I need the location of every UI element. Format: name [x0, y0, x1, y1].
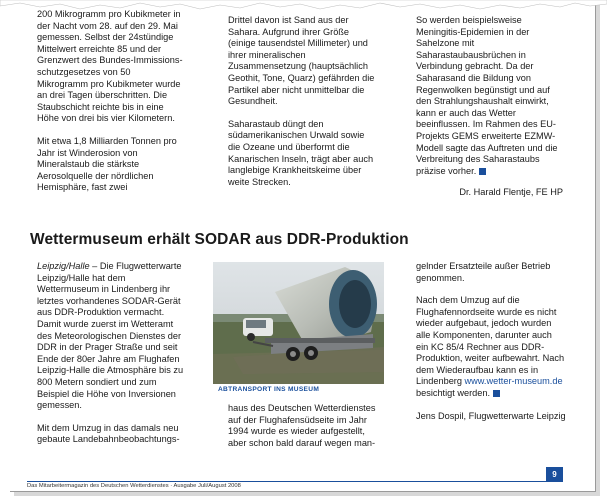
- article-column-3: [416, 261, 566, 433]
- article-column-1: [37, 261, 185, 457]
- paragraph: So werden beispielsweise Meningitis-Epidemien in der Sahelzone mit Saharastaubausbrüchen in Verbindung gebracht. Da der Saharasand die Bildung von Regenwolken begünstigt und auf den Strahlungshaushalt einwirkt, kann er auch das Wetter beeinflussen. Im Rahmen des EU-Projekts GEMS erweiterte EZMW-Modell sagte das Auftreten und die Verbreitung des Saharastaubs präzise vorher.: [416, 15, 558, 176]
- article-headline: Wettermuseum erhält SODAR aus DDR-Produktion: [30, 231, 409, 248]
- paragraph: Saharastaub düngt den südamerikanischen Urwald sowie die Ozeane und überformt die Kanarischen Inseln, trägt aber auch langlebige Krankheitskeime über weite Strecken.: [228, 118, 374, 187]
- end-square-icon: [479, 168, 486, 175]
- museum-website-link[interactable]: www.wetter-museum.de: [464, 376, 563, 387]
- paragraph: gelnder Ersatzteile außer Betrieb genommen.: [416, 261, 551, 283]
- paragraph: Mit dem Umzug in das damals neu gebaute Landebahnbeobachtungs-: [37, 422, 180, 445]
- footer-rule: [27, 481, 560, 482]
- photo-caption: ABTRANSPORT INS MUSEUM: [218, 386, 320, 393]
- author-line: Dr. Harald Flentje, FE HP: [459, 187, 563, 198]
- paragraph-end: besichtigt werden.: [416, 387, 491, 398]
- end-square-icon: [493, 390, 500, 397]
- paragraph: – Die Flugwetterwarte Leipzig/Halle hat dem Wettermuseum in Lindenberg ihr letztes vorhandenes SODAR-Gerät aus DDR-Produktion vermacht. Damit wurde zuerst im Wetteramt des Meteorologischen Dienstes der DDR in der Prager Straße und seit Ende der 80er Jahre am Flughafen Leipzig-Halle die Atmosphäre bis zu 800 Metern sondiert und zum Beispiel die Höhe von Inversionen gemessen.: [37, 261, 184, 411]
- footer-text: Das Mitarbeitermagazin des Deutschen Wetterdienstes · Ausgabe Juli/August 2008: [27, 483, 241, 489]
- paragraph: haus des Deutschen Wetterdienstes auf der Flughafensüdseite im Jahr 1994 wurde es wieder aufgestellt, aber schon bald darauf wegen man-: [228, 403, 376, 448]
- top-column-3: [416, 15, 563, 210]
- paragraph: 200 Mikrogramm pro Kubikmeter in der Nacht vom 28. auf den 29. Mai gemessen. Selbst der 24stündige Mittelwert erreichte 85 und der Grenzwert des Bundes-Immissions-schutzgesetzes von 50 Mikrogramm pro Kubikmeter wurde an drei Tagen überschritten. Die Staubschicht reichte bis in eine Höhe von drei bis vier Kilometern.: [37, 9, 183, 124]
- paragraph: Drittel davon ist Sand aus der Sahara. Aufgrund ihrer Größe (einige tausendstel Millimeter) und ihrer mineralischen Zusammensetzung (hauptsächlich Geothit, Tone, Quarz) gefährden die Partikel aber nicht unmittelbar die Gesundheit.: [228, 15, 375, 107]
- author-line: Jens Dospil, Flugwetterwarte Leipzig: [416, 410, 566, 421]
- paragraph: Nach dem Umzug auf die Flughafennordseite wurde es nicht wieder aufgebaut, jedoch wurden alle Komponenten, darunter auch ein KC 85/4 Rechner aus DDR-Produktion, weiter aufbewahrt. Nach dem Wiederaufbau kann es in Lindenberg: [416, 295, 565, 387]
- page-number: 9: [546, 467, 563, 482]
- dateline: Leipzig/Halle: [37, 261, 90, 271]
- paragraph: Mit etwa 1,8 Milliarden Tonnen pro Jahr ist Winderosion von Mineralstaub die stärkste Aerosolquelle der nördlichen Hemisphäre, fast zwei: [37, 135, 177, 193]
- top-column-1: [37, 9, 184, 205]
- article-column-2: [228, 403, 378, 460]
- photo-sodar-transport: [213, 262, 384, 384]
- top-column-2: [228, 15, 376, 199]
